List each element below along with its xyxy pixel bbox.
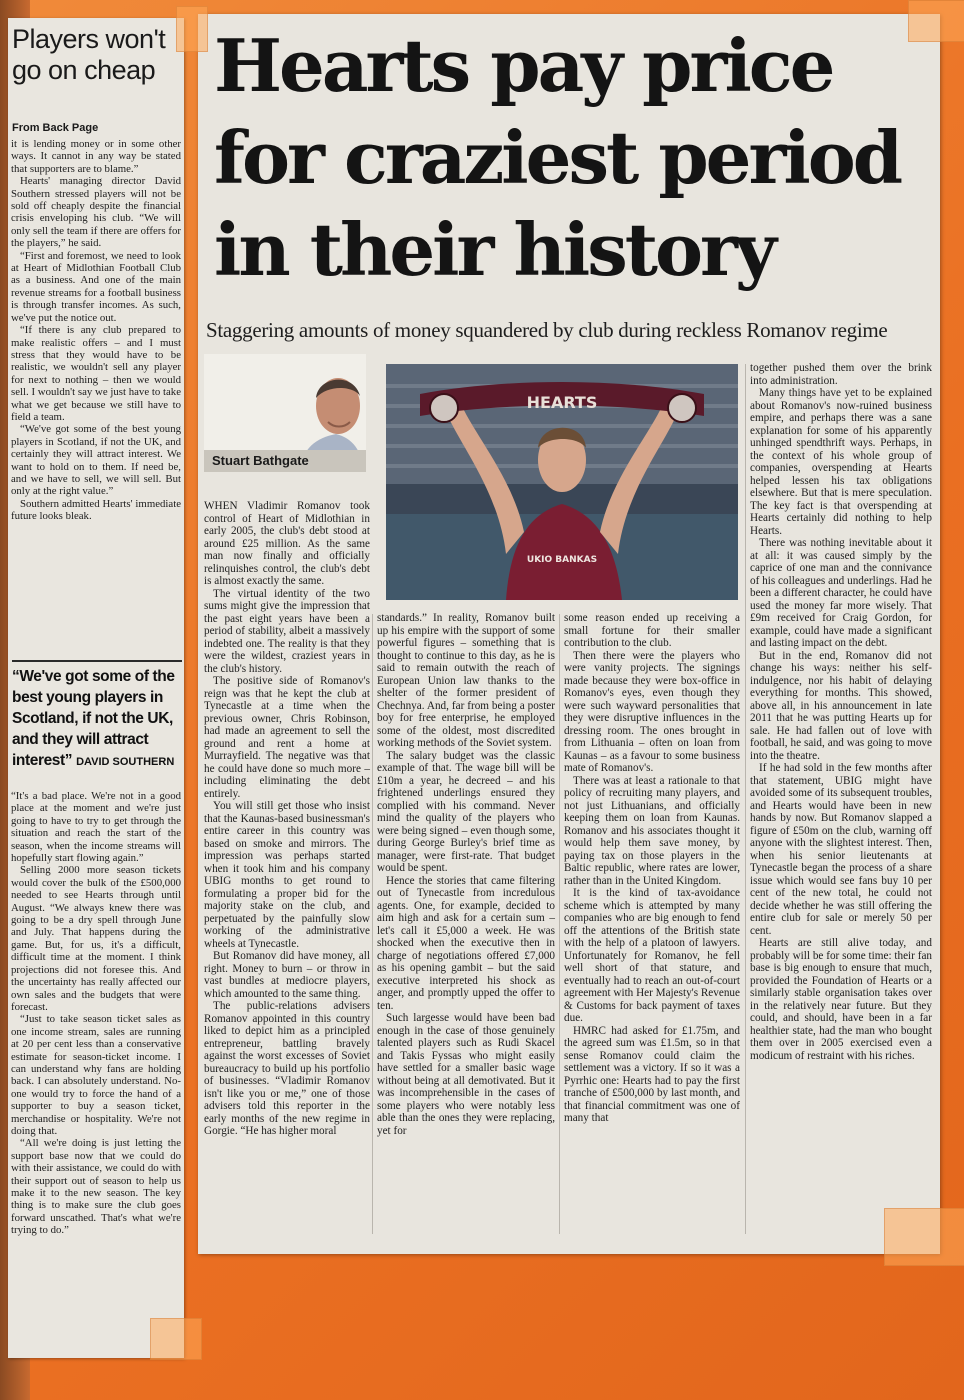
pull-quote-text: “We've got some of the best young players in Scotland, if not the UK, and they will attract interest” bbox=[12, 668, 175, 769]
article-paragraph: The salary budget was the classic example of that. The wage bill will be £10m a year, he decreed – and his frightened underlings ensured they complied with his command. Never mind the quality of the players who were being signed – even though some, during George Burley's brief time as manager, were first-rate. That budget would be spent. bbox=[377, 749, 555, 874]
sidebar-headline: Players won't go on cheap bbox=[12, 24, 166, 85]
article-headline: Hearts pay price for craziest period in their history bbox=[214, 23, 901, 292]
tape-strip bbox=[884, 1208, 964, 1266]
article-column-2 bbox=[377, 612, 555, 1137]
column-rule bbox=[559, 614, 560, 1234]
article-paragraph: It is the kind of tax-avoidance scheme which is attempted by many companies who are big enough to fend off the attentions of the British state with the help of a platoon of lawyers. Unfortunately for Romanov, he fell well short of that stature, and eventually had to reach an out-of-court agreement with Her Majesty's Revenue & Customs for back payment of taxes due. bbox=[564, 887, 740, 1024]
sidebar-paragraph: “First and foremost, we need to look at Heart of Midlothian Football Club as a business. And one of the main revenue streams for a football business is through transfer incomes. As such, we've put the notice out. bbox=[11, 249, 181, 324]
scarf-text: HEARTS bbox=[526, 393, 598, 412]
sidebar-body-bottom bbox=[11, 790, 181, 1237]
shirt-sponsor-text: UKIO BANKAS bbox=[526, 555, 598, 565]
sidebar-paragraph: Selling 2000 more season tickets would cover the bulk of the £500,000 needed to see Hearts through until August. “We always knew there was going to be a dry spell through June and July. That happens during the game. But, for us, it's a difficult, difficult time at the moment. I think projections did not foresee this. And the uncertainty has really affected our own sales and the budgets that were forecast. bbox=[11, 864, 181, 1013]
article-paragraph: standards.” In reality, Romanov built up his empire with the support of some powerful figures – something that is thought to continue to this day, as he is said to remain outwith the reach of European Union law thanks to the shelter of the former president of Chechnya. And, far from being a poster boy for free enterprise, he employed some of the oldest, most discredited working methods of the Soviet system. bbox=[377, 612, 555, 749]
sidebar-paragraph: “We've got some of the best young players in Scotland, if not the UK, and certainly they will attract interest. We want to hold on to them. If need be, and we have to sell, we will sell. But only at the right value.” bbox=[11, 423, 181, 498]
sidebar-paragraph: “All we're doing is just letting the support base now that we could do with their assistance, we could do with their support out of season to help us make it to the new season. The key thing is to make sure the club goes forward unscathed. That's what we're trying to do.” bbox=[11, 1137, 181, 1237]
article-paragraph: You will still get those who insist that the Kaunas-based businessman's entire career in this country was based on smoke and mirrors. The impression was perhaps started when it took him and his company UBIG months to get round to formulating a proper bid for the majority stake on the club, and perpetuated by the painfully slow working of the administrative wheels at Tynecastle. bbox=[204, 800, 370, 950]
article-paragraph: Hence the stories that came filtering out of Tynecastle from incredulous agents. One, for example, decided to aim high and ask for a certain sum – let's call it £5,000 a week. He was shocked when the executive then in charge of negotiations offered £7,000 as his opening gambit – but the said executive interpreted his shock as anger, and promptly upped the offer to ten. bbox=[377, 874, 555, 1012]
byline: Stuart Bathgate bbox=[204, 450, 366, 472]
article-paragraph: But in the end, Romanov did not change his ways: neither his self-indulgence, nor his habit of delaying everything for months. This showed, above all, in his announcement in late 2011 that he was putting Hearts up for sale. He had fallen out of love with football, he said, and was going to move into the theatre. bbox=[750, 649, 932, 762]
article-paragraph: The public-relations advisers Romanov appointed in this country liked to depict him as a principled entrepreneur, battling bravely against the worst excesses of Soviet bureaucracy to build up his portfolio of businesses. “Vladimir Romanov isn't like you or me,” one of those advisers told this reporter in the early months of the new regime in Gorgie. “He has higher moral bbox=[204, 1000, 370, 1137]
article-column-3 bbox=[564, 612, 740, 1125]
article-paragraph: But Romanov did have money, all right. Money to burn – or throw in vast bundles at mediocre players, which amounted to the same thing. bbox=[204, 950, 370, 1000]
sidebar-paragraph: it is lending money or in some other ways. It cannot in any way be stated that supporters are to blame.” bbox=[11, 138, 181, 175]
article-paragraph: Hearts are still alive today, and probably will be for some time: their fan base is big enough to ensure that much, provided the Foundation of Hearts or a similarly stable organisation takes over in the relatively near future. But they could, and should, have been in a far healthier state, had the man who bought them over in 2005 exercised even a modicum of restraint with his riches. bbox=[750, 937, 932, 1062]
article-paragraph: Such largesse would have been bad enough in the case of those genuinely talented players such as Rudi Skacel and Takis Fyssas who might easily have settled for a smaller basic wage without being at all demotivated. But it was incomprehensible in the cases of some players who were notably less able than the ones they were replacing, yet for bbox=[377, 1012, 555, 1137]
tape-strip bbox=[150, 1318, 202, 1360]
article-paragraph: together pushed them over the brink into administration. bbox=[750, 362, 932, 387]
tape-strip bbox=[908, 0, 964, 42]
player-with-scarf-photo bbox=[386, 364, 738, 600]
column-rule bbox=[372, 614, 373, 1234]
article-standfirst: Staggering amounts of money squandered by club during reckless Romanov regime bbox=[206, 318, 888, 342]
sidebar-paragraph: “Just to take season ticket sales as one income stream, sales are running at 20 per cent less than a conservative estimate for season-ticket income. I can understand why fans are holding back. I can absolutely understand. No-one would try to force the hand of a supporter to buy a season ticket, merchandise or hospitality. We're not doing that. bbox=[11, 1013, 181, 1137]
article-paragraph: some reason ended up receiving a small fortune for their smaller contribution to the club. bbox=[564, 612, 740, 649]
article-paragraph: The positive side of Romanov's reign was that he kept the club at Tynecastle at a time when the previous owner, Chris Robinson, had made an agreement to sell the ground and rent a home at Murrayfield. The negative was that he could have done so much more – including eliminating the debt entirely. bbox=[204, 675, 370, 800]
sidebar-paragraph: Southern admitted Hearts' immediate future looks bleak. bbox=[11, 497, 181, 523]
sidebar-clipping bbox=[8, 18, 184, 1358]
article-column-4 bbox=[750, 362, 932, 1062]
pull-quote bbox=[12, 660, 182, 773]
column-rule bbox=[745, 364, 746, 1234]
pull-quote-attribution: DAVID SOUTHERN bbox=[76, 756, 175, 768]
article-paragraph: HMRC had asked for £1.75m, and the agreed sum was £1.5m, so in that sense Romanov could claim the settlement was a victory. If so it was a Pyrrhic one: Hearts had to pay the first tranche of £500,000 by last month, and that financial commitment was one of many that bbox=[564, 1024, 740, 1124]
tape-strip bbox=[176, 6, 208, 52]
article-paragraph: There was at least a rationale to that policy of recruiting many players, and not just Lithuanians, and officially keeping them on loan from Kaunas. Romanov and his associates thought it would help them save money, by paying tax on those players in the Baltic republic, where rates are lower, rather than in the United Kingdom. bbox=[564, 774, 740, 887]
article-paragraph: The virtual identity of the two sums might give the impression that the past eight years have been a period of stability, albeit a massively indebted one. The reality is that they were the wildest, craziest years in the club's history. bbox=[204, 587, 370, 675]
from-back-page-label: From Back Page bbox=[12, 122, 99, 134]
article-paragraph: There was nothing inevitable about it at all: it was caused simply by the caprice of one man and the connivance of his colleagues and underlings. Had he been a different character, he could have used the money far more wisely. That £9m received for Craig Gordon, for example, could have made a significant and lasting impact on the debt. bbox=[750, 537, 932, 649]
sidebar-paragraph: “If there is any club prepared to make realistic offers – and I must stress that they would have to be realistic, we wouldn't sell any player for next to nothing – then we would sell. I wouldn't say we just have to take what we get because we still have to field a team. bbox=[11, 324, 181, 423]
sidebar-paragraph: Hearts' managing director David Southern stressed players will not be sold off cheaply despite the financial crisis enveloping his club. “We will only sell the team if there are offers for the players,” he said. bbox=[11, 175, 181, 250]
sidebar-paragraph: “It's a bad place. We're not in a good place at the moment and we're just going to have to try to get through the situation and reach the start of the season, when the income streams will hopefully start flowing again.” bbox=[11, 790, 181, 865]
article-paragraph: WHEN Vladimir Romanov took control of Heart of Midlothian in early 2005, the club's debt stood at around £25 million. As the same man now finally and officially relinquishes control, the club's debt is almost exactly the same. bbox=[204, 500, 370, 587]
article-paragraph: Many things have yet to be explained about Romanov's now-ruined business empire, and perhaps there was a sane explanation for some of his apparently unhinged spendthrift ways. Perhaps, in the context of his whole group of companies, overspending at Hearts helped lessen his tax obligations elsewhere. But that is mere speculation. The key fact is that overspending at Hearts certainly did nothing to help Hearts. bbox=[750, 387, 932, 537]
article-paragraph: If he had sold in the few months after that statement, UBIG might have avoided some of its subsequent troubles, and Hearts would have been in new hands by now. But Romanov slapped a figure of £50m on the club, warning off anyone with the slightest interest. Then, when his senior lieutenants at Tynecastle began the process of a share issue which would see fans buy 10 per cent of the new total, he could not decide whether he was still offering the entire club for sale or merely 50 per cent. bbox=[750, 762, 932, 937]
sidebar-body-top bbox=[11, 138, 181, 523]
article-photo bbox=[386, 364, 738, 600]
article-paragraph: Then there were the players who were vanity projects. The signings made because they were box-office in Romanov's eyes, even though they were such wayward personalities that they were disruptive influences in the dressing room. The ones brought in from Lithuania – often on loan from Kaunas – as a favour to some business mate of Romanov's. bbox=[564, 649, 740, 774]
main-article-clipping bbox=[198, 14, 940, 1254]
article-column-1 bbox=[204, 500, 370, 1138]
